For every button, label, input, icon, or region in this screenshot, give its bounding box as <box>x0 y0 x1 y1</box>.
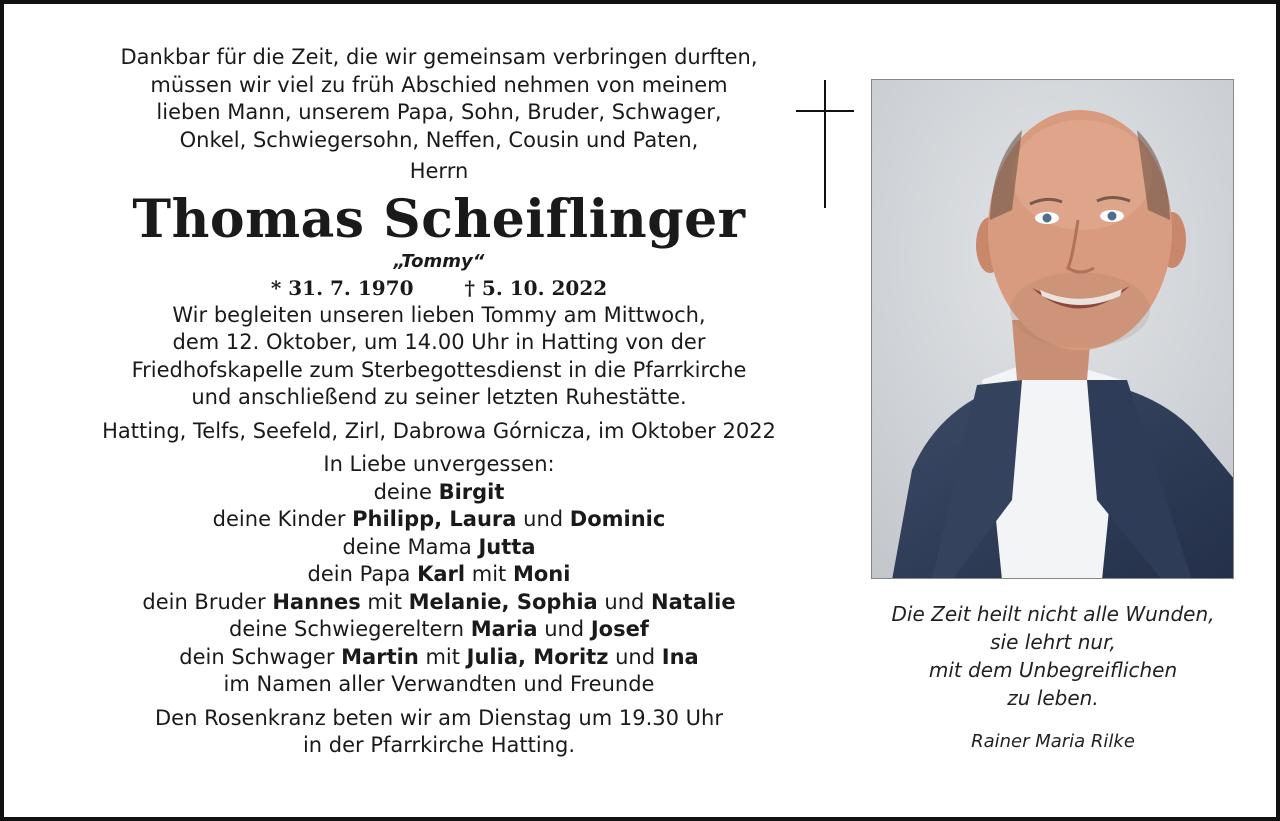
funeral-line: Friedhofskapelle zum Sterbegottesdienst in die Pfarrkirche <box>131 357 747 382</box>
funeral-line: dem 12. Oktober, um 14.00 Uhr in Hatting von der <box>172 330 706 354</box>
mourners-heading: In Liebe unvergessen: <box>323 452 555 476</box>
quote-line: zu leben. <box>1007 686 1099 710</box>
cross-icon <box>796 80 854 208</box>
intro-line: müssen wir viel zu früh Abschied nehmen von meinem <box>150 72 728 97</box>
deceased-name: Thomas Scheiflinger <box>132 188 746 250</box>
quote-line: Die Zeit heilt nicht alle Wunden, <box>891 602 1215 626</box>
nickname: „Tommy“ <box>393 250 485 272</box>
mourner-in-laws: deine Schwiegereltern Maria und Josef <box>229 617 649 641</box>
mourner-children: deine Kinder Philipp, Laura und Dominic <box>212 507 666 531</box>
portrait-photo <box>871 79 1234 579</box>
mourner-wife: deine Birgit <box>373 479 505 504</box>
quote-author: Rainer Maria Rilke <box>971 731 1135 752</box>
portrait-illustration <box>872 80 1234 579</box>
place-date: Hatting, Telfs, Seefeld, Zirl, Dabrowa Górnicza, im Oktober 2022 <box>102 418 776 443</box>
birth-date: * 31. 7. 1970 <box>270 275 414 300</box>
funeral-line: Wir begleiten unseren lieben Tommy am Mittwoch, <box>172 302 706 327</box>
salutation: Herrn <box>409 159 469 183</box>
funeral-line: und anschließend zu seiner letzten Ruhestätte. <box>191 385 687 409</box>
intro-line: Dankbar für die Zeit, die wir gemeinsam verbringen durften, <box>120 45 758 69</box>
mourner-father: dein Papa Karl mit Moni <box>307 562 571 586</box>
mourner-brother: dein Bruder Hannes mit Melanie, Sophia und Natalie <box>142 589 736 614</box>
intro-line: lieben Mann, unserem Papa, Sohn, Bruder, Schwager, <box>156 100 722 124</box>
rosary-line: Den Rosenkranz beten wir am Dienstag um 19.30 Uhr <box>155 705 723 730</box>
intro-line: Onkel, Schwiegersohn, Neffen, Cousin und Paten, <box>179 127 699 152</box>
quote-line: mit dem Unbegreiflichen <box>928 658 1178 682</box>
death-date: † 5. 10. 2022 <box>464 275 608 300</box>
mourner-brother-in-law: dein Schwager Martin mit Julia, Moritz und Ina <box>179 644 699 669</box>
life-dates <box>64 274 814 302</box>
quote-line: sie lehrt nur, <box>990 630 1116 654</box>
obituary-text-column <box>64 44 814 760</box>
rosary-line: in der Pfarrkirche Hatting. <box>302 733 576 757</box>
quote <box>864 600 1242 712</box>
mourners-closing: im Namen aller Verwandten und Freunde <box>223 672 655 696</box>
mourner-mother: deine Mama Jutta <box>342 534 536 559</box>
